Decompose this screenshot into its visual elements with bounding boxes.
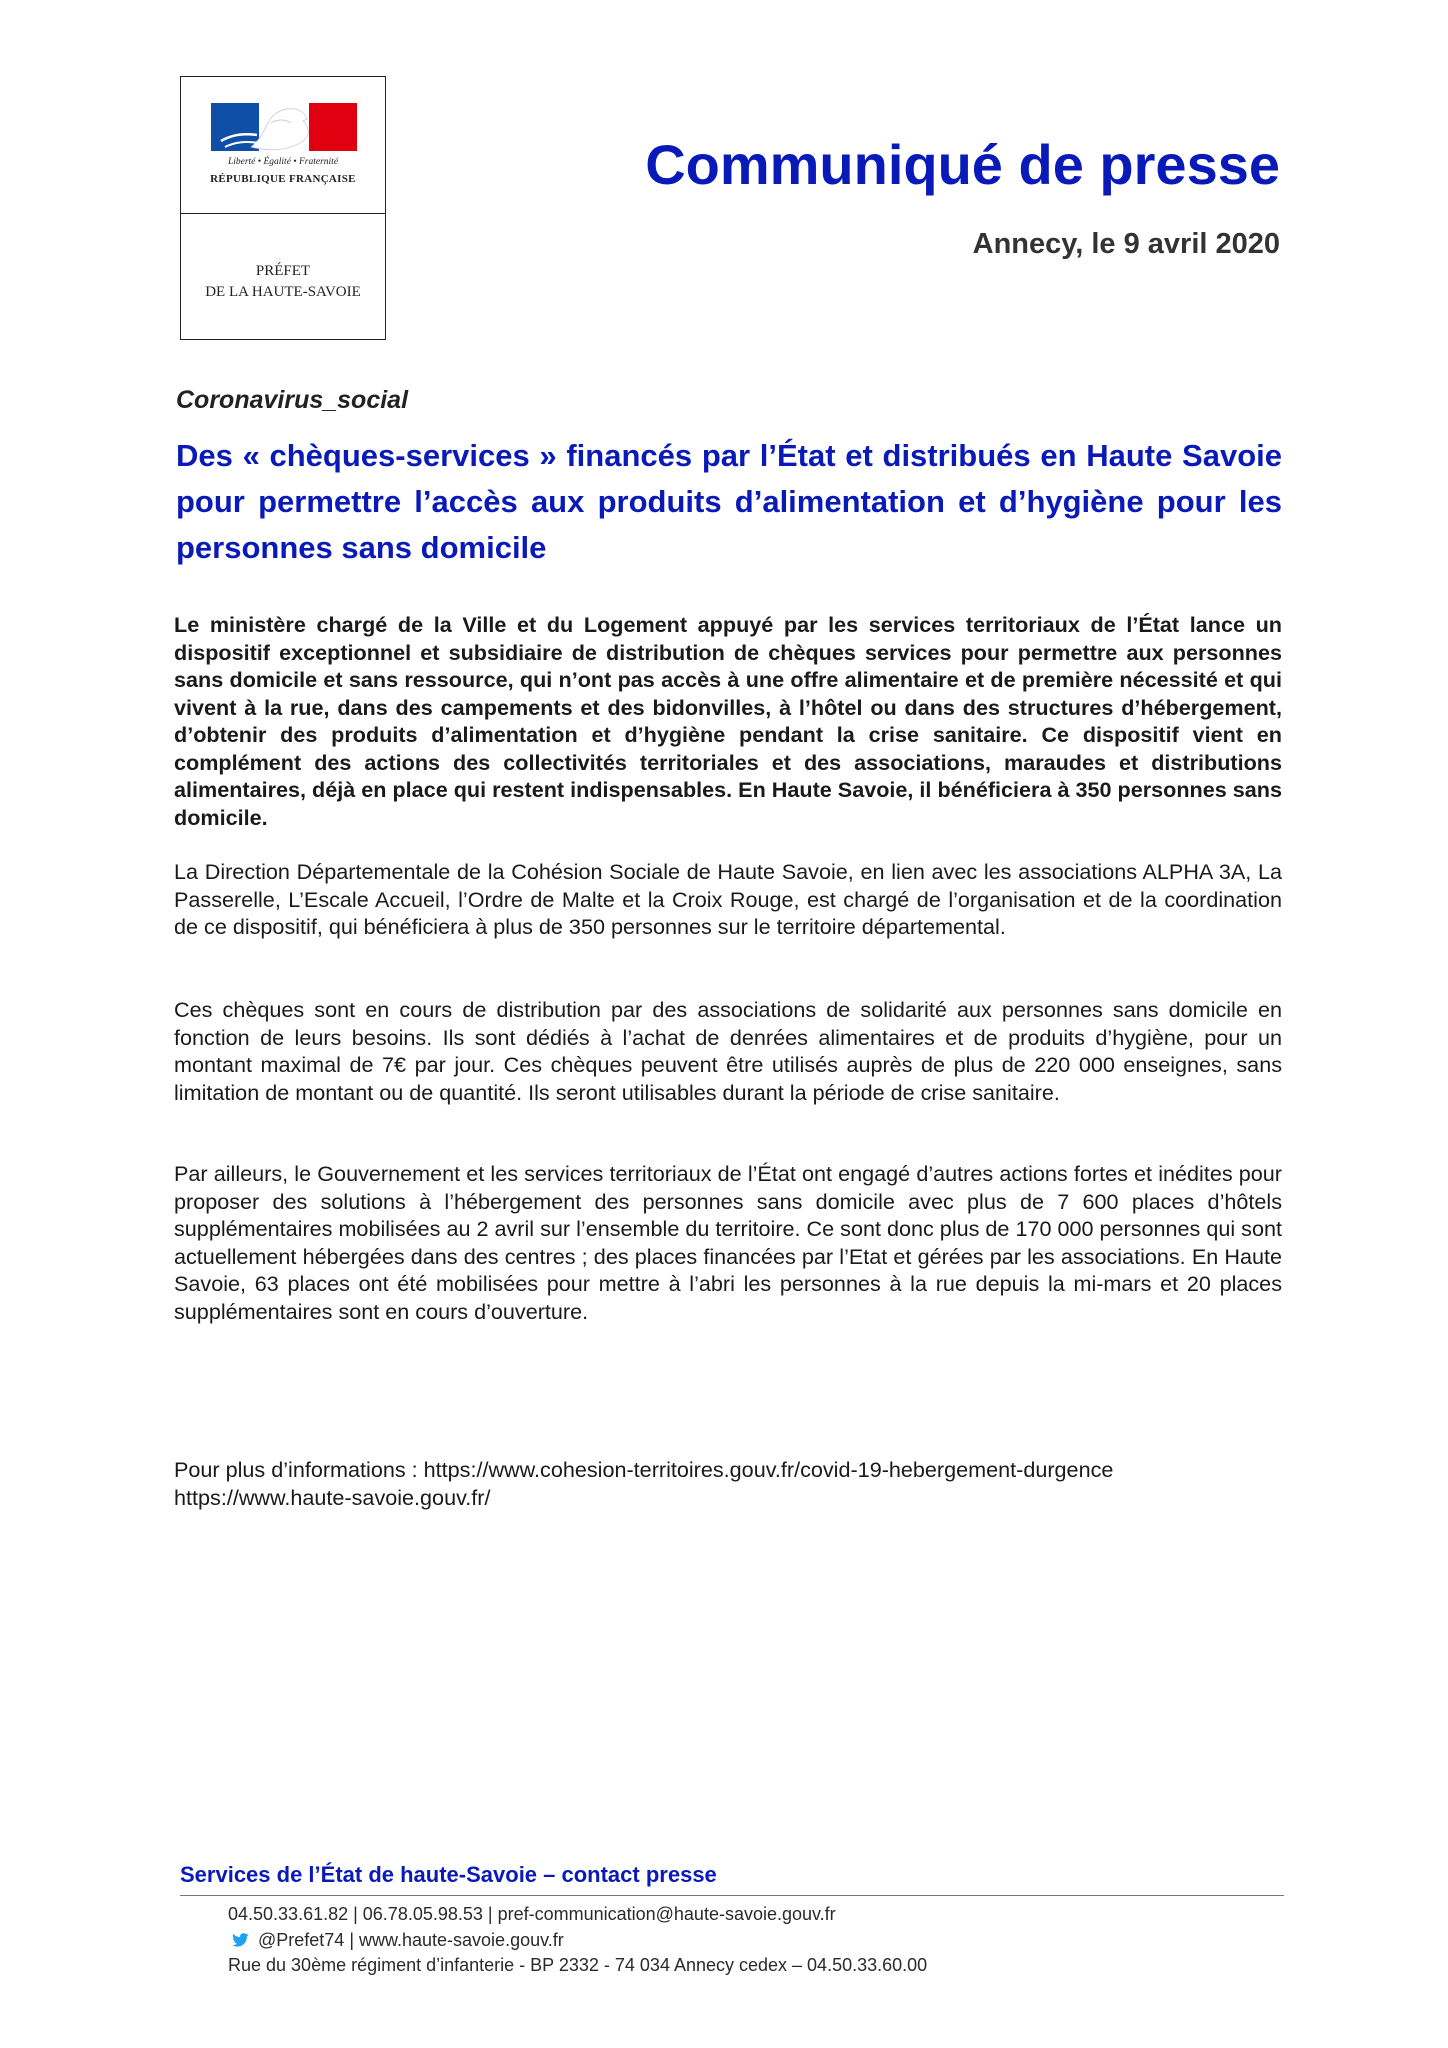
footer-title: Services de l’État de haute-Savoie – contact presse [180,1862,717,1887]
footer-social-row [228,1928,927,1954]
footer-contact [228,1902,927,1979]
page-title: Communiqué de presse [645,133,1280,196]
topic-tag: Coronavirus_social [176,386,409,414]
headline: Des « chèques-services » financés par l’État et distribués en Haute Savoie pour permettre l’accès aux produits d’alimentation et d’hygiène pour les personnes sans domicile [176,438,1282,565]
footer-divider [180,1895,1284,1896]
date-line: Annecy, le 9 avril 2020 [972,228,1280,260]
more-info-link-cohesion[interactable]: Pour plus d’informations : https://www.cohesion-territoires.gouv.fr/covid-19-hebergement-durgence [174,1457,1114,1482]
marianne-block [181,77,385,214]
more-info-link-prefecture[interactable]: https://www.haute-savoie.gouv.fr/ [174,1484,491,1510]
devise-text: Liberté • Égalité • Fraternité [227,157,339,167]
prefecture-logo [180,76,386,340]
footer-social-text[interactable]: @Prefet74 | www.haute-savoie.gouv.fr [258,1929,564,1950]
paragraph-hebergement: Par ailleurs, le Gouvernement et les services territoriaux de l’État ont engagé d’autres actions fortes et inédites pour proposer des solutions à l’hébergement des personnes sans domicile avec plus de 7 600 places d’hôtels supplémentaires mobilisées au 2 avril sur l’ensemble du territoire. Ce sont donc plus de 170 000 personnes qui sont actuellement hébergées dans des centres ; des places financées par l’Etat et gérées par les associations. En Haute Savoie, 63 places ont été mobilisées pour mettre à l’abri les personnes à la rue depuis la mi-mars et 20 places supplémentaires sont en cours d’ouverture. [174,1161,1282,1324]
prefet-line-1: PRÉFET [255,263,311,279]
republique-francaise-text: RÉPUBLIQUE FRANÇAISE [210,173,356,185]
prefet-line-2: DE LA HAUTE-SAVOIE [205,284,361,300]
marianne-logo-icon [211,103,357,151]
twitter-icon [232,1933,249,1947]
paragraph-distribution: Ces chèques sont en cours de distribution par des associations de solidarité aux personnes sans domicile en fonction de leurs besoins. Ils sont dédiés à l’achat de denrées alimentaires et de produits d’hygiène, pour un montant maximal de 7€ par jour. Ces chèques peuvent être utilisés auprès de plus de 220 000 enseignes, sans limitation de montant ou de quantité. Ils seront utilisables durant la période de crise sanitaire. [174,997,1282,1105]
paragraph-coordination: La Direction Départementale de la Cohésion Sociale de Haute Savoie, en lien avec les associations ALPHA 3A, La Passerelle, L’Escale Accueil, l’Ordre de Malte et la Croix Rouge, est chargé de l’organisation et de la coordination de ce dispositif, qui bénéficiera à plus de 350 personnes sur le territoire départemental. [174,859,1282,939]
footer-phone-email: 04.50.33.61.82 | 06.78.05.98.53 | pref-communication@haute-savoie.gouv.fr [228,1904,836,1924]
prefet-label [181,261,385,303]
footer-address: Rue du 30ème régiment d’infanterie - BP 2332 - 74 034 Annecy cedex – 04.50.33.60.00 [228,1955,928,1975]
more-info-block [174,1456,1113,1511]
paragraph-intro: Le ministère chargé de la Ville et du Logement appuyé par les services territoriaux de l’État lance un dispositif exceptionnel et subsidiaire de distribution de chèques services pour permettre aux personnes sans domicile et sans ressource, qui n’ont pas accès à une offre alimentaire et de première nécessité et qui vivent à la rue, dans des campements et des bidonvilles, à l’hôtel ou dans des structures d’hébergement, d’obtenir des produits d’alimentation et d’hygiène pendant la crise sanitaire. Ce dispositif vient en complément des actions des collectivités territoriales et des associations, maraudes et distributions alimentaires, déjà en place qui restent indispensables. En Haute Savoie, il bénéficiera à 350 personnes sans domicile. [174,612,1282,830]
